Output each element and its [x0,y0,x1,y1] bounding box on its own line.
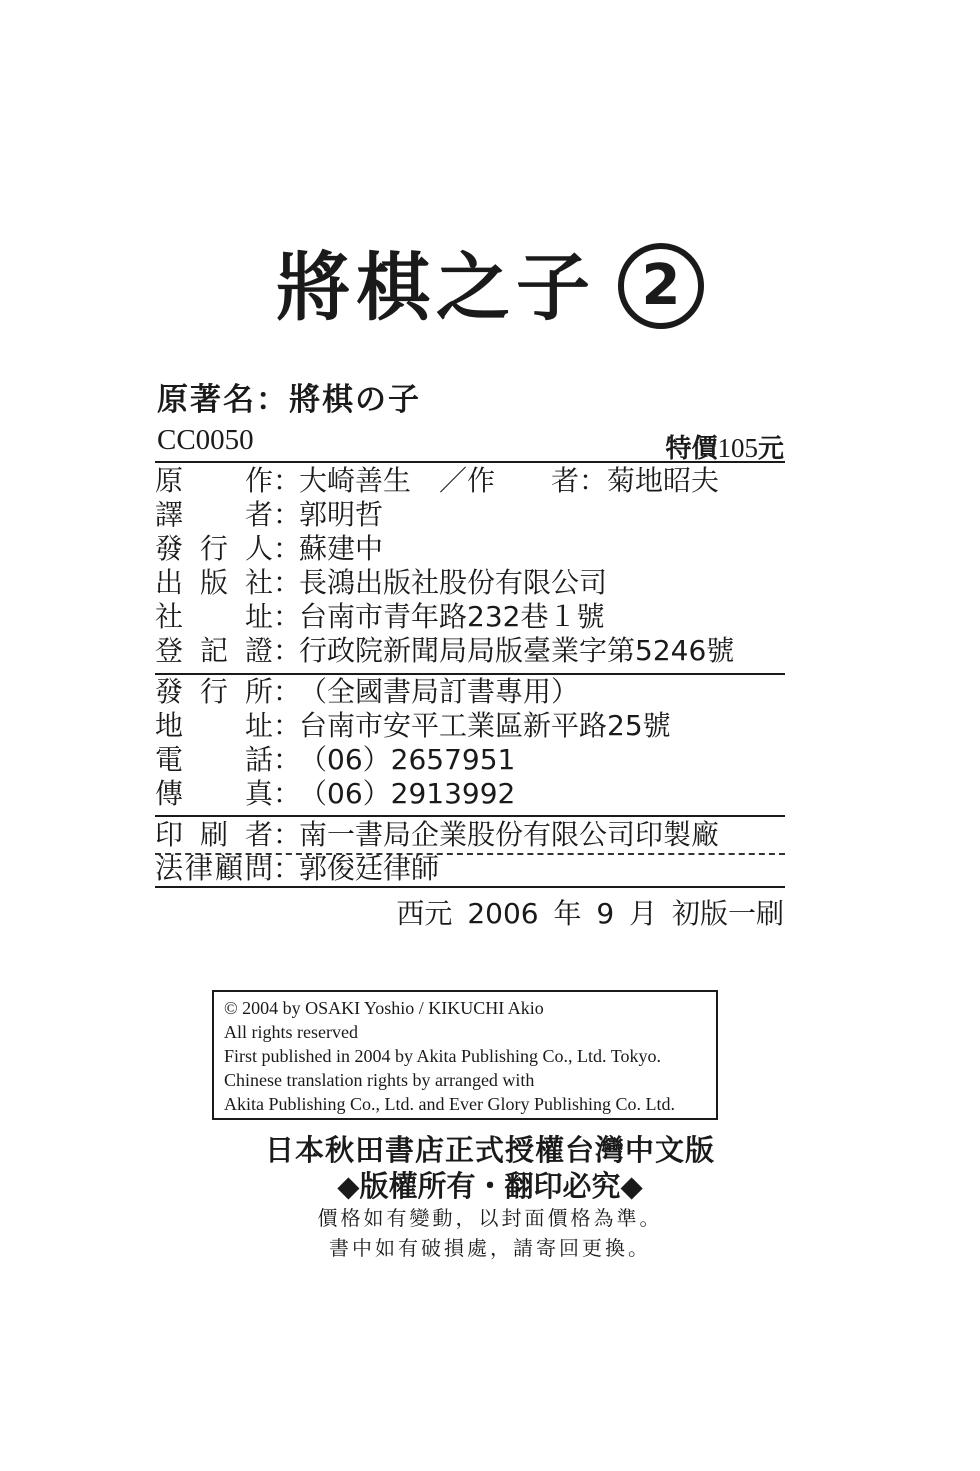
credit-label: 社址 [155,600,273,633]
original-title: 原著名：將棋の子 [157,382,421,418]
copyright-line: © 2004 by OSAKI Yoshio / KIKUCHI Akio [224,998,544,1018]
distribution-value: （06）2913992 [299,777,516,810]
price-unit: 元 [757,434,784,464]
price-note: 價格如有變動，以封面價格為準。 [317,1206,663,1230]
credit-row: 社址：台南市青年路232巷１號 [155,600,605,633]
divider-top [155,461,785,463]
product-code: CC0050 [157,424,254,456]
distribution-row: 發行所：（全國書局訂書專用） [155,675,580,708]
distribution-row: 傳真：（06）2913992 [155,777,516,810]
distribution-value: （全國書局訂書專用） [299,675,580,708]
distribution-row: 電話：（06）2657951 [155,743,516,776]
printing-label: 法律顧問 [155,852,273,885]
credit-value: 行政院新聞局局版臺業字第5246號 [299,634,735,667]
credit-value: 台南市青年路232巷１號 [299,600,605,633]
credit-row: 出版社：長鴻出版社股份有限公司 [155,566,608,599]
credit-value: 蘇建中 [299,532,384,565]
credit-label: 出版社 [155,566,273,599]
divider-bottom [155,886,785,888]
credit-value: 大崎善生 ／作 者：菊地昭夫 [299,464,720,497]
credit-label: 原作 [155,464,273,497]
credit-label: 登記證 [155,634,273,667]
copyright-box [212,990,718,1120]
distribution-label: 地址 [155,709,273,742]
distribution-label: 傳真 [155,777,273,810]
distribution-label: 電話 [155,743,273,776]
printing-value: 南一書局企業股份有限公司印製廠 [299,818,720,851]
price-value: 105 [717,433,758,463]
credit-value: 郭明哲 [299,498,384,531]
edition-date: 西元 2006 年 9 月 初版一刷 [396,897,784,930]
book-title [0,240,980,336]
printing-value: 郭俊廷律師 [299,852,440,885]
printing-row: 印刷者：南一書局企業股份有限公司印製廠 [155,818,720,851]
distribution-value: 台南市安平工業區新平路25號 [299,709,671,742]
copyright-line: Akita Publishing Co., Ltd. and Ever Glory Publishing Co. Ltd. [224,1094,675,1114]
divider-lower [155,815,785,817]
credit-row: 發行人：蘇建中 [155,532,384,565]
distribution-value: （06）2657951 [299,743,516,776]
printing-row: 法律顧問：郭俊廷律師 [155,852,440,885]
distribution-row: 地址：台南市安平工業區新平路25號 [155,709,671,742]
credit-label: 譯者 [155,498,273,531]
printing-label: 印刷者 [155,818,273,851]
credit-label: 發行人 [155,532,273,565]
price-label: 特價 [665,434,718,464]
copyright-line: First published in 2004 by Akita Publishing Co., Ltd. Tokyo. [224,1046,661,1066]
distribution-label: 發行所 [155,675,273,708]
rights-reserved: ◆版權所有・翻印必究◆ [337,1169,643,1203]
credit-value: 長鴻出版社股份有限公司 [299,566,608,599]
authorization-statement: 日本秋田書店正式授權台灣中文版 [264,1133,715,1167]
credit-row: 原作：大崎善生 ／作 者：菊地昭夫 [155,464,720,497]
volume-number: 2 [618,243,704,329]
return-note: 書中如有破損處，請寄回更換。 [329,1236,651,1260]
copyright-line: Chinese translation rights by arranged with [224,1070,535,1090]
price [665,428,784,465]
book-title-text: 將棋之子 [276,245,596,331]
credit-row: 登記證：行政院新聞局局版臺業字第5246號 [155,634,735,667]
copyright-line: All rights reserved [224,1022,358,1042]
credit-row: 譯者：郭明哲 [155,498,384,531]
